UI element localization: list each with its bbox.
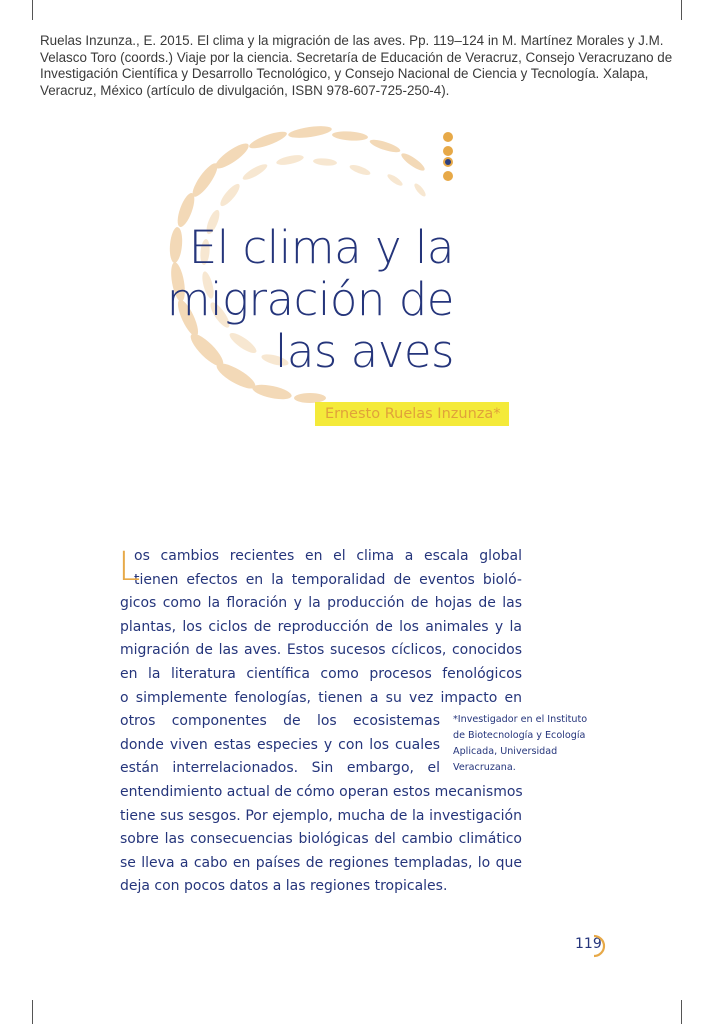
title-line-1: El clima y la [188, 221, 454, 274]
body-line: otros componentes de los ecosistemas [120, 713, 440, 730]
article-title [167, 222, 454, 378]
body-line: migración de las aves. Estos sucesos cíclicos, conocidos [120, 642, 522, 659]
crop-mark-bottom-right [681, 1000, 682, 1024]
indicator-dot [443, 146, 453, 156]
body-line: plantas, los ciclos de reproducción de los animales y la [120, 618, 522, 635]
body-line: entendimiento actual de cómo operan estos mecanismos [120, 783, 523, 800]
body-line: sobre las consecuencias biológicas del cambio climático [120, 831, 522, 848]
body-line: tiene sus sesgos. Por ejemplo, mucha de la investigación [120, 807, 522, 824]
body-line: o simplemente fenologías, tienen a su vez impacto en [120, 689, 522, 706]
body-line: tienen efectos en la temporalidad de eventos bioló- [134, 571, 522, 588]
body-line: donde viven estas especies y con los cuales [120, 736, 440, 753]
page-number-arc-icon [590, 934, 606, 958]
indicator-dot [443, 132, 453, 142]
author-name: Ernesto Ruelas Inzunza* [315, 402, 509, 426]
body-line: gicos como la floración y la producción de hojas de las [120, 595, 522, 612]
body-line: están interrelacionados. Sin embargo, el [120, 760, 440, 777]
body-line: se lleva a cabo en países de regiones templadas, lo que [120, 854, 522, 871]
drop-cap: L [118, 544, 141, 590]
indicator-dot [443, 171, 453, 181]
indicator-dot-active [445, 159, 451, 165]
footnote-line: Aplicada, Universidad [453, 746, 558, 757]
title-line-3: las aves [274, 325, 454, 378]
footnote-line: *Investigador en el Instituto [453, 714, 588, 725]
body-line: deja con pocos datos a las regiones tropicales. [120, 878, 448, 895]
footnote-line: de Biotecnología y Ecología [453, 730, 586, 741]
crop-mark-bottom-left [32, 1000, 33, 1024]
body-line: os cambios recientes en el clima a escala global [134, 548, 522, 564]
footnote-line: Veracruzana. [453, 762, 516, 773]
citation-header: Ruelas Inzunza., E. 2015. El clima y la migración de las aves. Pp. 119–124 in M. Martínez Morales y J.M. Velasco Toro (coords.) Viaje por la ciencia. Secretaría de Educación de Veracruz, Consejo Veracruzano de Investigación Científica y Desarrollo Tecnológico, y Consejo Nacional de Ciencia y Tecnología. Xalapa, Veracruz, México (artículo de divulgación, ISBN 978-607-725-250-4). [40, 33, 673, 98]
body-line: en la literatura científica como procesos fenológicos [120, 665, 522, 682]
dot-indicator [443, 132, 455, 184]
author-footnote [453, 712, 603, 776]
page-number: 119 [575, 936, 602, 952]
title-line-2: migración de [166, 273, 454, 326]
